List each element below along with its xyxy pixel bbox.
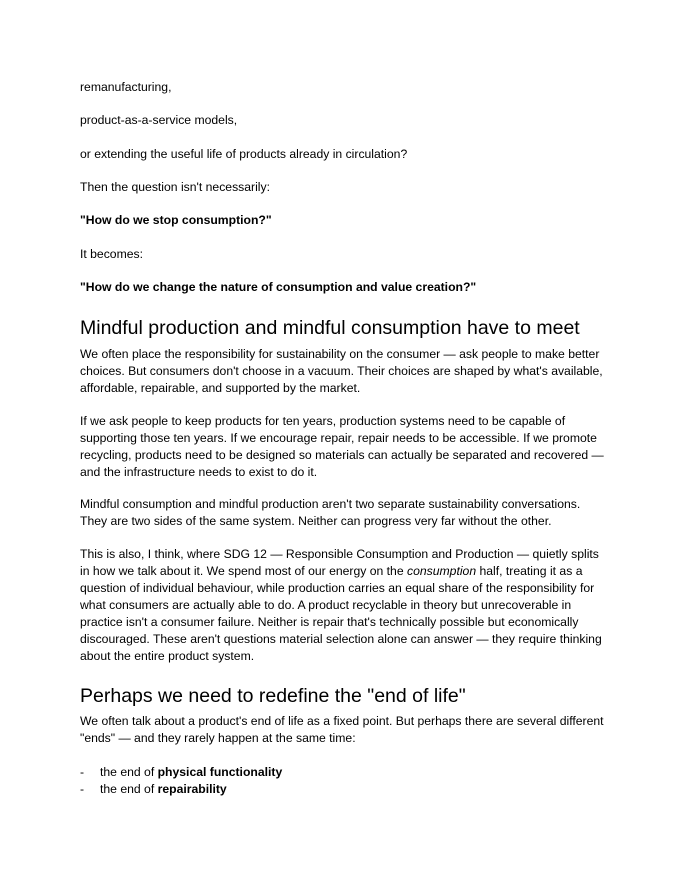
paragraph-sdg12 — [80, 546, 605, 665]
list-bullet: - — [80, 765, 85, 779]
list-item-prefix: the end of — [100, 765, 158, 779]
intro-line-paas: product-as-a-service models, — [80, 113, 238, 127]
list-item — [60, 764, 282, 781]
list-bullet: - — [80, 782, 85, 796]
paragraph-responsibility: We often place the responsibility for sustainability on the consumer — ask people to make better choices. But consumers don't choose in a vacuum. Their choices are shaped by what's available, affordable, repairable, and supported by the market. — [80, 347, 603, 395]
quote-change-nature: "How do we change the nature of consumption and value creation?" — [80, 280, 477, 294]
intro-line-question: Then the question isn't necessarily: — [80, 180, 270, 194]
intro-line-becomes: It becomes: — [80, 247, 143, 261]
section-heading-mindful: Mindful production and mindful consumption have to meet — [80, 317, 580, 339]
paragraph-ten-years: If we ask people to keep products for ten years, production systems need to be capable of supporting those ten years. If we encourage repair, repair needs to be accessible. If we promote recycling, products need to be designed so materials can actually be separated and recovered — and the infrastructure needs to exist to do it. — [80, 414, 604, 479]
sdg12-text-end: half, treating it as a question of individual behaviour, while production carries an equal share of the responsibility for what consumers are actually able to do. A product recyclable in theory but unrecoverable in practice isn't a consumer failure. Neither is repair that's technically possible but economically discouraged. These aren't questions material selection alone can answer — they require thinking about the entire product system. — [80, 564, 602, 663]
sdg12-text-start: This is also, I think, where SDG 12 — Responsible Consumption and Production — quietly splits in how we talk about it. We spend most of our energy on the — [80, 547, 599, 578]
quote-stop-consumption: "How do we stop consumption?" — [80, 213, 272, 227]
intro-line-remanufacturing: remanufacturing, — [80, 80, 172, 94]
list-item-bold: physical functionality — [157, 765, 283, 779]
paragraph-end-of-life: We often talk about a product's end of life as a fixed point. But perhaps there are several different "ends" — and they rarely happen at the same time: — [80, 714, 604, 745]
list-item — [60, 781, 227, 798]
sdg12-emphasis: consumption — [407, 564, 477, 578]
intro-line-extending: or extending the useful life of products already in circulation? — [80, 147, 408, 161]
list-item-bold: repairability — [157, 782, 227, 796]
section-heading-end-of-life: Perhaps we need to redefine the "end of life" — [80, 685, 466, 707]
list-item-prefix: the end of — [100, 782, 158, 796]
paragraph-two-sides: Mindful consumption and mindful production aren't two separate sustainability conversations. They are two sides of the same system. Neither can progress very far without the other. — [80, 497, 581, 528]
